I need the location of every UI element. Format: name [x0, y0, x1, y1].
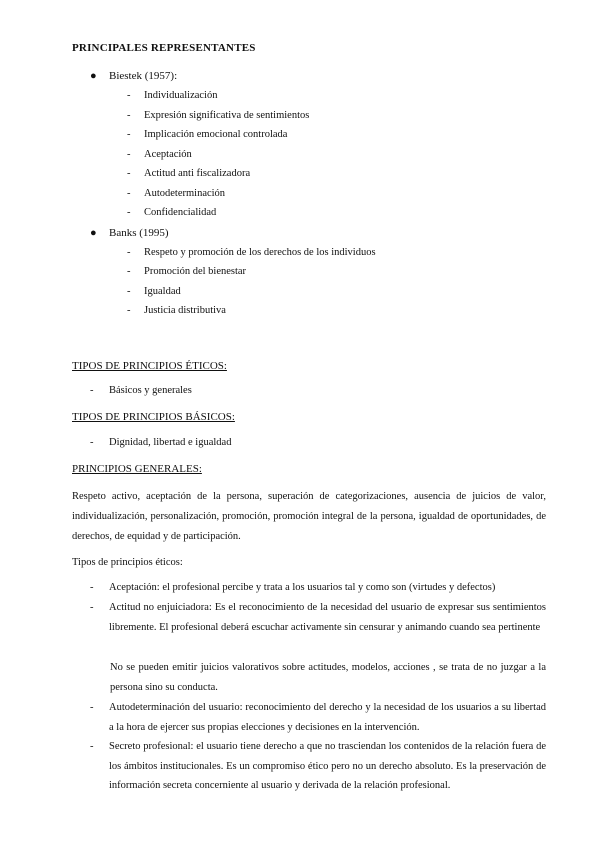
list-item: - Aceptación: el profesional percibe y trata a los usuarios tal y como son (virtudes y defectos) — [90, 582, 496, 593]
bullet-icon: ● — [90, 70, 97, 82]
bullet-label: Banks (1995) — [109, 227, 169, 239]
list-item: - Actitud no enjuiciadora: Es el reconocimiento de la necesidad del usuario de expresar sus sentimientos libremente. El profesional deberá escuchar activamente sin censurar y animando cuando sea pertinente — [90, 602, 546, 633]
list-item: - Autodeterminación del usuario: reconocimiento del derecho y la necesidad de los usuarios a su libertad a la hora de ejercer sus propias elecciones y decisiones en la intervención. — [90, 702, 546, 733]
types-intro: Tipos de principios éticos: — [72, 557, 183, 568]
note-paragraph: No se pueden emitir juicios valorativos sobre actitudes, modelos, acciones , se trata de no juzgar a la persona sino su conducta. — [110, 662, 546, 693]
section-heading: PRINCIPIOS GENERALES: — [72, 463, 202, 475]
bullet-label: Biestek (1957): — [109, 70, 178, 82]
document-page: PRINCIPALES REPRESENTANTES ● Biestek (1957): - Individualización - Expresión significativa de sentimientos - Implicación emocional controlada - Aceptación - Actitud anti fiscalizadora - Autodeterminación - Confidencialidad ● Banks (1995) - Respeto y promoción de los derechos de los individuos - Promoción del bienestar - Igualdad - Justicia distributiva TIPOS DE PRINCIPIOS ÉTICOS: - Básicos y generales TIPOS DE PRINCIPIOS BÁSICOS: - Dignidad, libertad e igualdad PRINCIPIOS GENERALES: Respeto activo, aceptación de la persona, superación de categorizaciones, ausencia de juicios de valor, individualización, personalización, promoción, promoción integral de la persona, igualdad de oportunidades, de derechos, de equidad y de participación. Tipos de principios éticos: - Aceptación: el profesional percibe y trata a los usuarios tal y como son (virtudes y defectos) - Actitud no enjuiciadora: Es el reconocimiento de la necesidad del usuario de expresar sus sentimientos libremente. El profesional deberá escuchar activamente sin censurar y animando cuando sea pertinente No se pueden emitir juicios valorativos sobre actitudes, modelos, acciones , se trata de no juzgar a la persona sino su conducta. - Autodeterminación del usuario: reconocimiento del derecho y la necesidad de los usuarios a su libertad a la hora de ejercer sus propias elecciones y decisiones en la intervención. - Secreto profesional: el usuario tiene derecho a que no trasciendan los contenidos de la relación fuera de los ámbitos institucionales. Es un compromiso ético pero no un derecho absoluto. Es la preservación de información secreta concerniente al usuario y derivada de la relación profesional. — [0, 0, 600, 848]
bullet-icon: ● — [90, 227, 97, 239]
general-paragraph: Respeto activo, aceptación de la persona, superación de categorizaciones, ausencia de juicios de valor, individualización, personalización, promoción, promoción integral de la persona, igualdad de oportunidades, de derechos, de equidad y de participación. — [72, 491, 546, 542]
section-heading: TIPOS DE PRINCIPIOS BÁSICOS: — [72, 411, 235, 423]
list-item: - Secreto profesional: el usuario tiene derecho a que no trasciendan los contenidos de la relación fuera de los ámbitos institucionales. Es un compromiso ético pero no un derecho absoluto. Es la preservación de información secreta concerniente al usuario y derivada de la relación profesional. — [90, 741, 546, 791]
page-title: PRINCIPALES REPRESENTANTES — [72, 42, 256, 54]
section-heading: TIPOS DE PRINCIPIOS ÉTICOS: — [72, 360, 227, 372]
